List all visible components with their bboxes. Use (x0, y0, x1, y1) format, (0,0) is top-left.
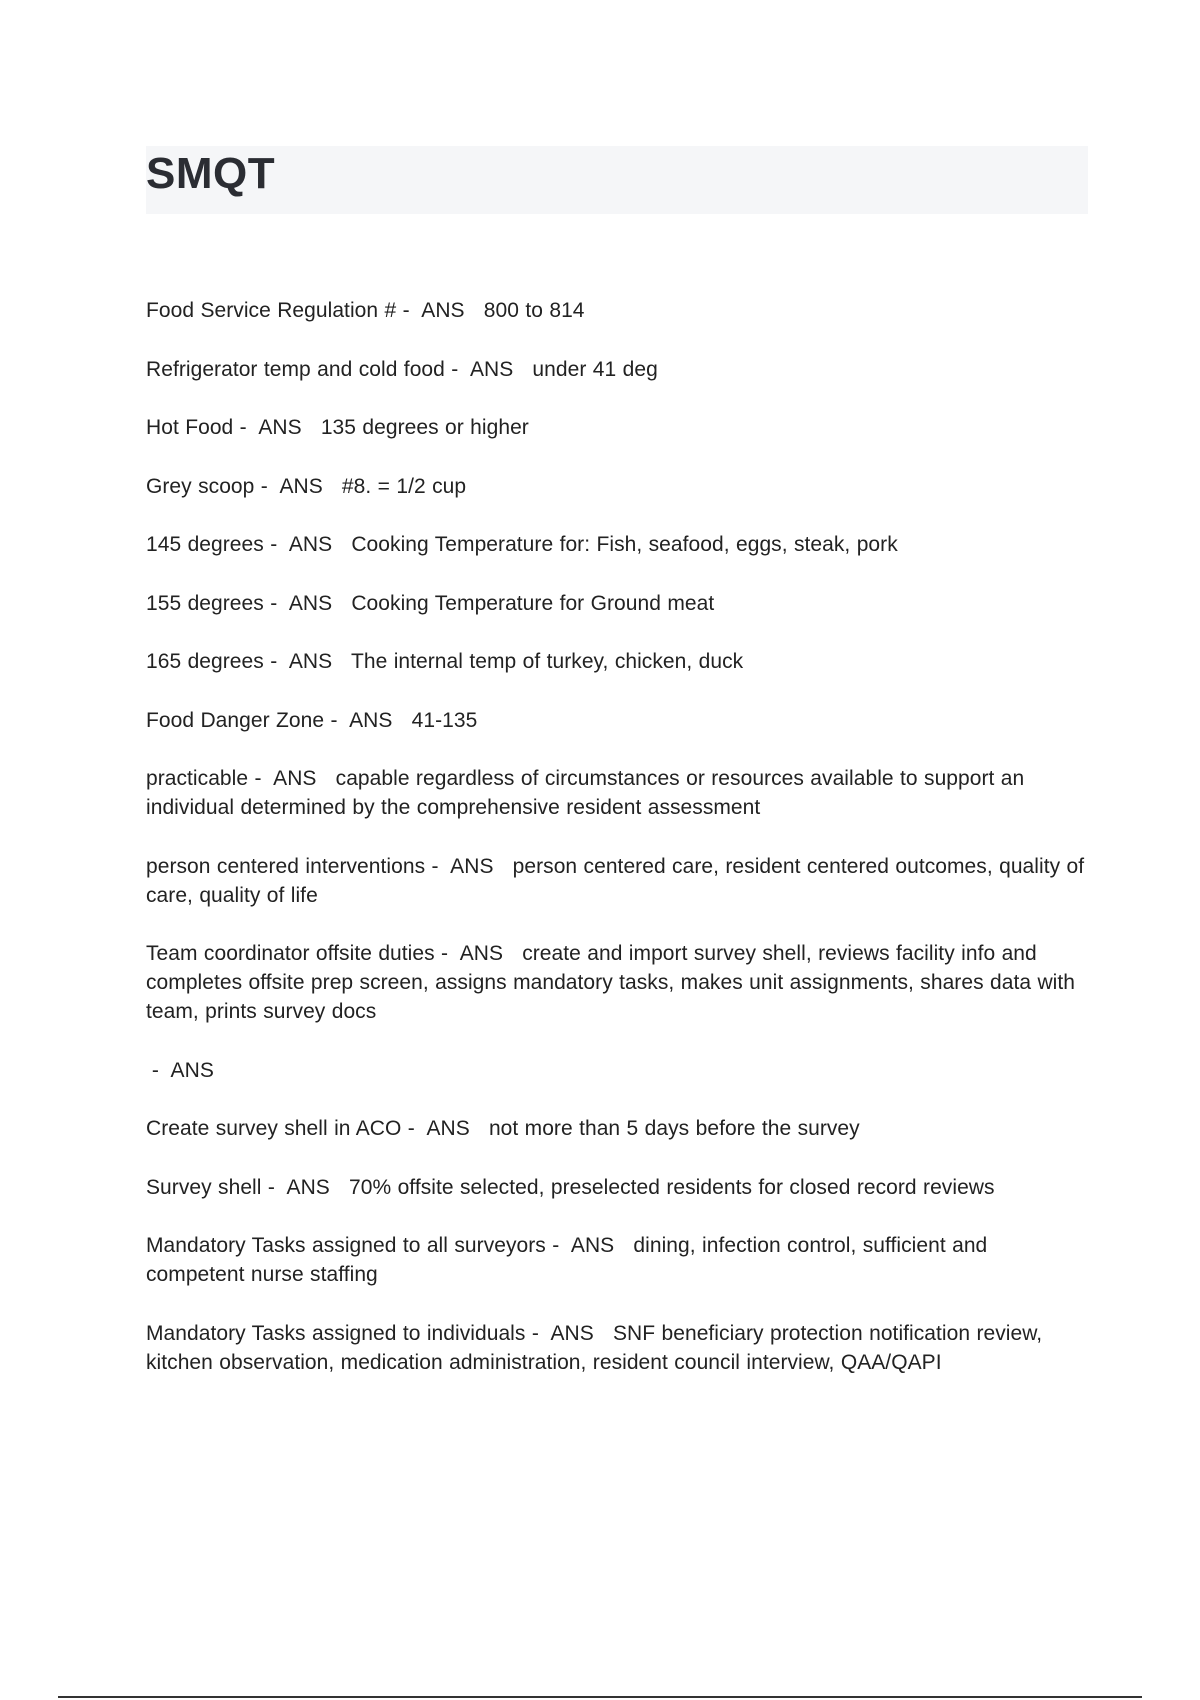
qa-answer: #8. = 1/2 cup (341, 474, 467, 498)
document-title: SMQT (146, 149, 276, 198)
qa-ans-label: ANS (426, 1117, 489, 1140)
qa-answer: 800 to 814 (483, 299, 585, 322)
qa-ans-label: ANS (258, 416, 321, 439)
qa-answer: person centered care, resident centered outcomes, quality of care, quality of life (146, 854, 1085, 907)
qa-separator: - (324, 708, 350, 732)
qa-item (146, 852, 1088, 910)
qa-ans-label: ANS (288, 650, 351, 673)
qa-item (146, 647, 1088, 676)
qa-separator: - (525, 1321, 551, 1345)
qa-separator: - (233, 416, 259, 439)
qa-term: practicable (146, 767, 249, 790)
qa-term: Team coordinator offsite duties (146, 942, 435, 965)
qa-item (146, 296, 1088, 325)
qa-separator: - (396, 299, 422, 322)
qa-term: Mandatory Tasks assigned to individuals (146, 1321, 526, 1345)
qa-item (146, 1114, 1088, 1143)
qa-ans-label: ANS (550, 1321, 613, 1345)
qa-separator: - (261, 1175, 287, 1199)
qa-item (146, 589, 1088, 618)
title-band (146, 146, 1088, 214)
qa-separator: - (146, 1058, 171, 1082)
qa-answer: 41-135 (411, 708, 478, 732)
qa-term: Survey shell (146, 1175, 262, 1199)
qa-separator: - (444, 357, 470, 381)
qa-ans-label: ANS (421, 299, 484, 322)
qa-answer: The internal temp of turkey, chicken, duck (350, 650, 744, 673)
qa-item (146, 706, 1088, 735)
qa-term: 155 degrees (146, 591, 264, 615)
qa-ans-label: ANS (279, 474, 342, 498)
qa-ans-label: ANS (469, 357, 533, 381)
qa-item (146, 530, 1088, 559)
qa-answer: under 41 deg (532, 357, 658, 381)
qa-answer: create and import survey shell, reviews facility info and completes offsite prep screen, assigns mandatory tasks, makes unit assignments, shares data with team, prints survey docs (146, 942, 1076, 1023)
qa-answer: SNF beneficiary protection notification review, kitchen observation, medication administration, resident council interview, QAA/QAPI (146, 1321, 1043, 1374)
qa-separator: - (254, 474, 280, 498)
qa-term: Food Danger Zone (146, 708, 325, 732)
qa-item (146, 472, 1088, 501)
qa-separator: - (263, 650, 289, 673)
qa-item (146, 1319, 1088, 1377)
qa-separator: - (263, 591, 289, 615)
qa-ans-label: ANS (349, 708, 412, 732)
qa-separator: - (545, 1234, 571, 1257)
qa-answer: capable regardless of circumstances or resources available to support an individual determined by the comprehensive resident assessment (146, 767, 1025, 819)
qa-answer: dining, infection control, sufficient and competent nurse staffing (146, 1234, 988, 1286)
qa-term: 145 degrees (146, 533, 264, 556)
qa-term: person centered interventions (146, 854, 426, 878)
qa-term: Create survey shell in ACO (146, 1117, 402, 1140)
qa-answer: 70% offsite selected, preselected residents for closed record reviews (349, 1175, 995, 1199)
qa-ans-label: ANS (170, 1058, 234, 1082)
qa-term: Mandatory Tasks assigned to all surveyors (146, 1234, 546, 1257)
qa-term: 165 degrees (146, 650, 264, 673)
qa-answer: 135 degrees or higher (320, 416, 529, 439)
qa-term: Food Service Regulation # (146, 299, 397, 322)
qa-separator: - (263, 533, 289, 556)
qa-item (146, 413, 1088, 442)
qa-separator: - (434, 942, 460, 965)
qa-item (146, 939, 1088, 1026)
qa-item (146, 764, 1088, 822)
qa-separator: - (401, 1117, 427, 1140)
qa-answer: Cooking Temperature for Ground meat (351, 591, 715, 615)
qa-ans-label: ANS (570, 1234, 634, 1257)
qa-term: Refrigerator temp and cold food (146, 357, 445, 381)
qa-ans-label: ANS (450, 854, 513, 878)
qa-answer: not more than 5 days before the survey (488, 1117, 860, 1140)
qa-term: Hot Food (146, 416, 234, 439)
qa-ans-label: ANS (459, 942, 523, 965)
qa-term: Grey scoop (146, 474, 255, 498)
qa-ans-label: ANS (286, 1175, 350, 1199)
qa-item (146, 1231, 1088, 1289)
bottom-rule (58, 1696, 1142, 1698)
qa-list (146, 296, 1088, 1406)
qa-ans-label: ANS (288, 591, 352, 615)
qa-ans-label: ANS (288, 533, 352, 556)
qa-item (146, 355, 1088, 384)
qa-answer: Cooking Temperature for: Fish, seafood, eggs, steak, pork (351, 533, 898, 556)
qa-separator: - (248, 767, 274, 790)
qa-separator: - (425, 854, 451, 878)
qa-item (146, 1173, 1088, 1202)
qa-ans-label: ANS (273, 767, 336, 790)
qa-item (146, 1056, 1088, 1085)
